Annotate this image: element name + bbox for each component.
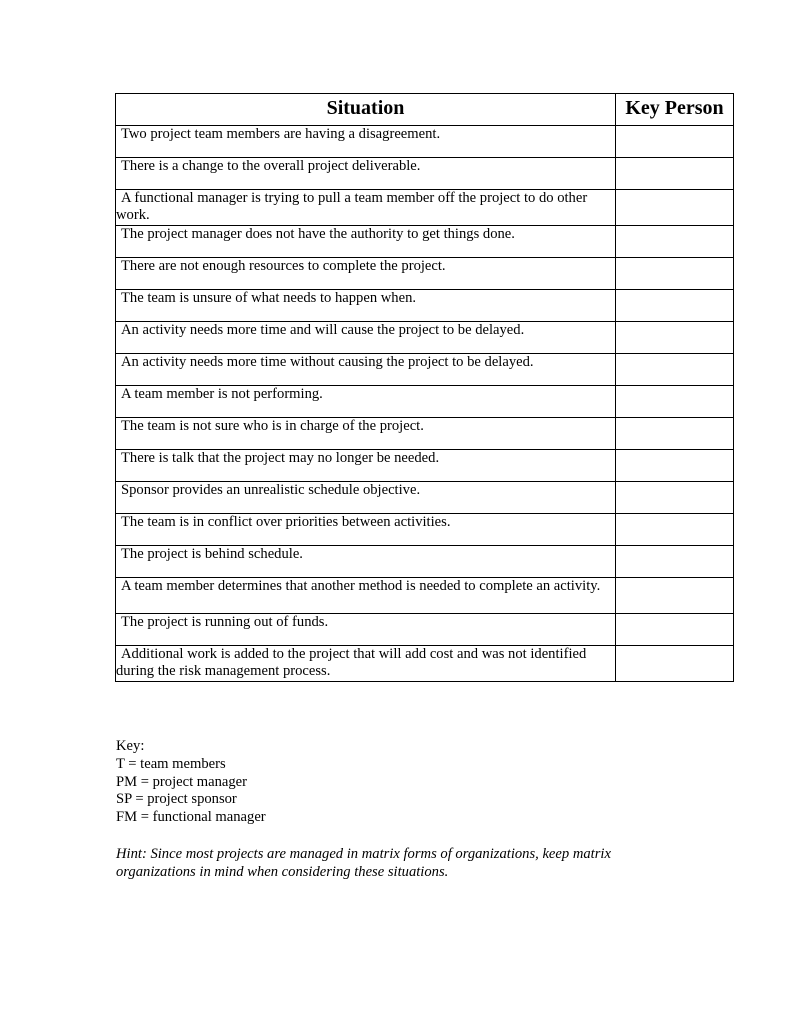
- key-person-cell[interactable]: [616, 450, 734, 482]
- table-row: [116, 646, 734, 682]
- key-person-cell[interactable]: [616, 158, 734, 190]
- situation-cell: An activity needs more time and will cause the project to be delayed.: [116, 322, 616, 354]
- situation-cell: The project is behind schedule.: [116, 546, 616, 578]
- table-row: [116, 290, 734, 322]
- situation-cell: The team is unsure of what needs to happen when.: [116, 290, 616, 322]
- key-person-cell[interactable]: [616, 290, 734, 322]
- key-person-cell[interactable]: [616, 578, 734, 614]
- key-person-cell[interactable]: [616, 322, 734, 354]
- key-person-cell[interactable]: [616, 386, 734, 418]
- table-row: [116, 386, 734, 418]
- key-person-cell[interactable]: [616, 482, 734, 514]
- situation-cell: The team is in conflict over priorities between activities.: [116, 514, 616, 546]
- key-person-cell[interactable]: [616, 354, 734, 386]
- table-row: [116, 158, 734, 190]
- situation-cell: A functional manager is trying to pull a team member off the project to do other work.: [116, 190, 616, 226]
- table-row: [116, 578, 734, 614]
- key-item-team-members: T = team members: [116, 755, 226, 772]
- table-row: [116, 482, 734, 514]
- situation-cell: Sponsor provides an unrealistic schedule objective.: [116, 482, 616, 514]
- key-person-cell[interactable]: [616, 514, 734, 546]
- situation-cell: The team is not sure who is in charge of the project.: [116, 418, 616, 450]
- table-row: [116, 190, 734, 226]
- table-row: [116, 418, 734, 450]
- situation-cell: There is talk that the project may no longer be needed.: [116, 450, 616, 482]
- table-row: [116, 514, 734, 546]
- table-row: [116, 258, 734, 290]
- key-person-cell[interactable]: [616, 546, 734, 578]
- table-row: [116, 226, 734, 258]
- key-legend: [116, 738, 266, 827]
- key-person-cell[interactable]: [616, 646, 734, 682]
- situation-cell: There are not enough resources to complete the project.: [116, 258, 616, 290]
- situation-cell: There is a change to the overall project deliverable.: [116, 158, 616, 190]
- situation-cell: An activity needs more time without causing the project to be delayed.: [116, 354, 616, 386]
- hint-text: Hint: Since most projects are managed in matrix forms of organizations, keep matrix organizations in mind when considering these situations.: [116, 846, 611, 880]
- situation-cell: The project manager does not have the authority to get things done.: [116, 226, 616, 258]
- key-person-cell[interactable]: [616, 614, 734, 646]
- key-person-cell[interactable]: [616, 190, 734, 226]
- header-key-person: Key Person: [616, 94, 734, 126]
- situation-cell: A team member determines that another method is needed to complete an activity.: [116, 578, 616, 614]
- situation-cell: Additional work is added to the project that will add cost and was not identified during the risk management process.: [116, 646, 616, 682]
- situations-table: [115, 93, 734, 682]
- key-person-cell[interactable]: [616, 226, 734, 258]
- table-row: [116, 322, 734, 354]
- header-situation: Situation: [116, 94, 616, 126]
- situation-cell: Two project team members are having a disagreement.: [116, 126, 616, 158]
- situation-cell: A team member is not performing.: [116, 386, 616, 418]
- key-person-cell[interactable]: [616, 258, 734, 290]
- key-item-project-sponsor: SP = project sponsor: [116, 791, 237, 808]
- key-title: Key:: [116, 738, 145, 754]
- key-person-cell[interactable]: [616, 126, 734, 158]
- table-row: [116, 126, 734, 158]
- key-person-cell[interactable]: [616, 418, 734, 450]
- key-item-functional-manager: FM = functional manager: [116, 809, 266, 826]
- situation-cell: The project is running out of funds.: [116, 614, 616, 646]
- table-header-row: [116, 94, 734, 126]
- table-row: [116, 354, 734, 386]
- table-row: [116, 546, 734, 578]
- key-item-project-manager: PM = project manager: [116, 773, 248, 790]
- table-row: [116, 450, 734, 482]
- table-row: [116, 614, 734, 646]
